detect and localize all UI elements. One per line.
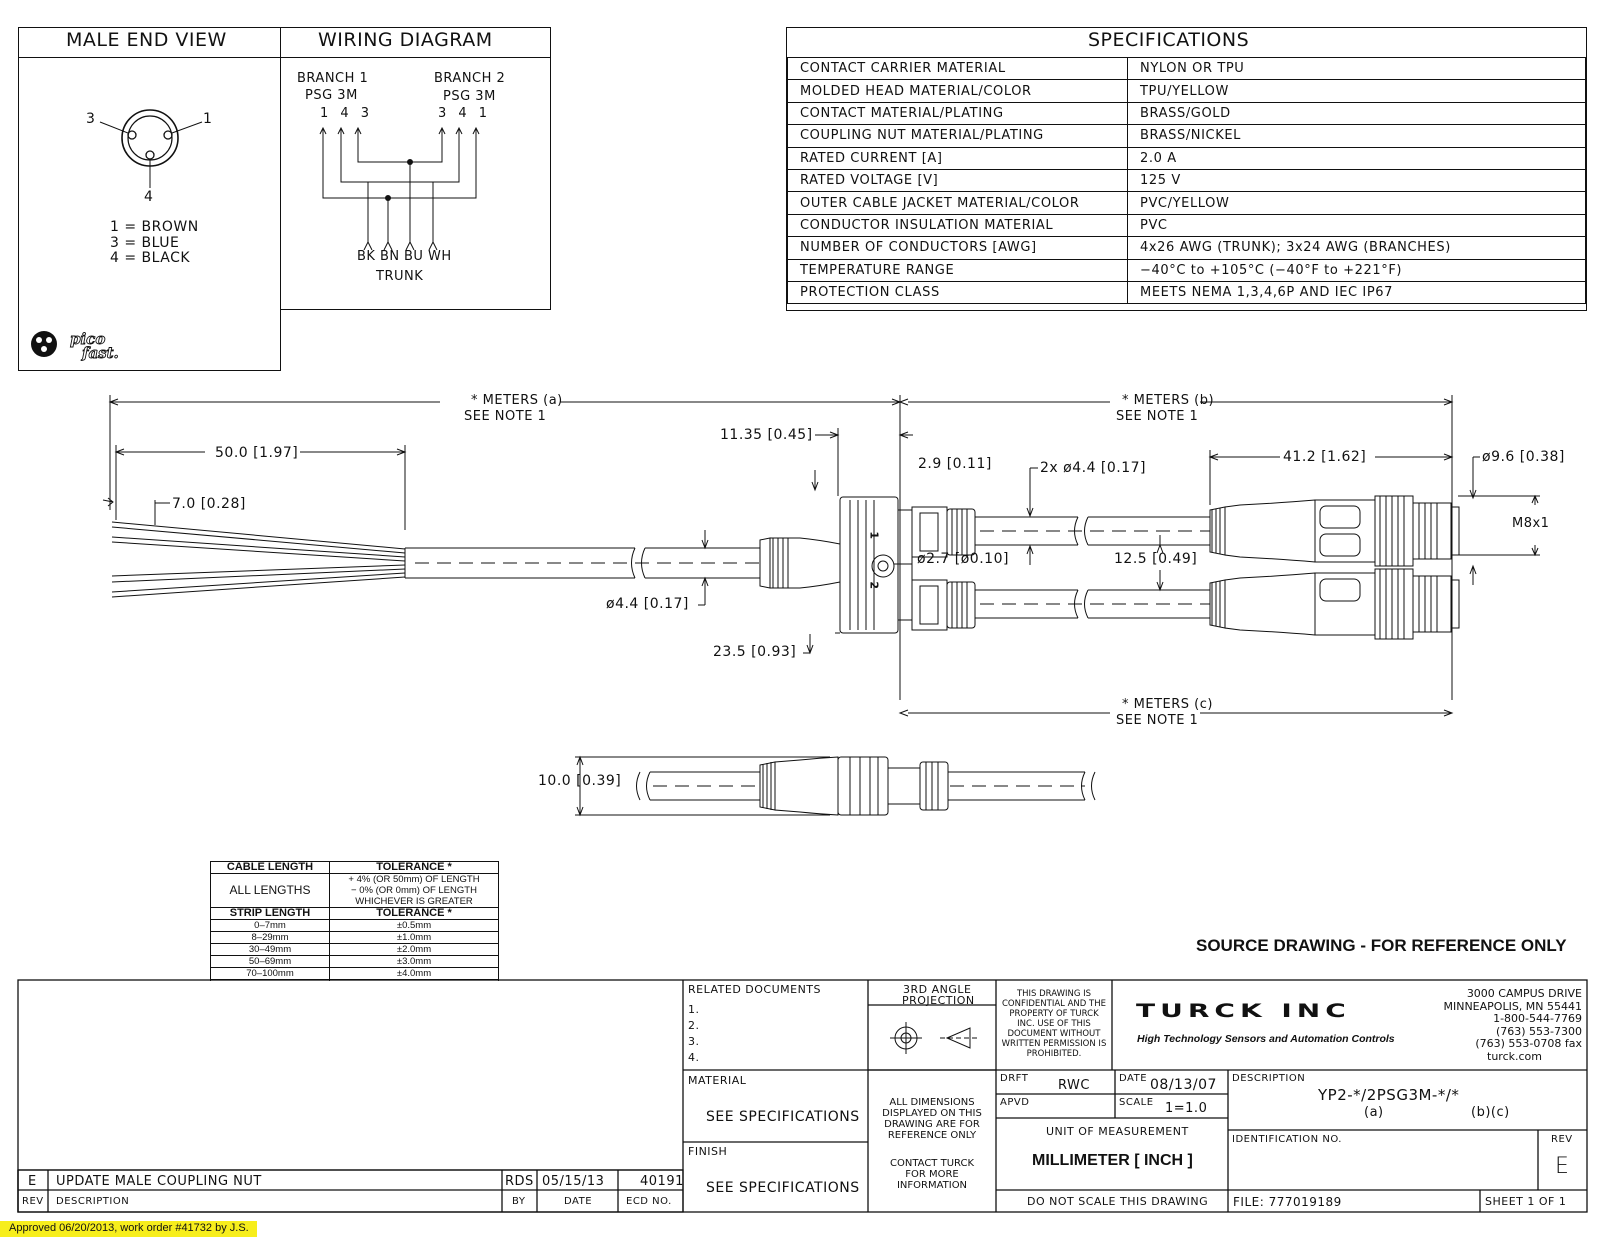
dim-see-note-a: SEE NOTE 1	[464, 409, 547, 424]
strip-length: 30–49mm	[211, 944, 330, 956]
related-doc-3: 3.	[688, 1035, 700, 1048]
tol-all-lengths: ALL LENGTHS	[211, 874, 330, 908]
legend-blue: 3 = BLUE	[110, 235, 180, 251]
id-label: IDENTIFICATION NO.	[1232, 1134, 1342, 1145]
spec-value: −40°C to +105°C (−40°F to +221°F)	[1128, 259, 1586, 281]
spec-label: PROTECTION CLASS	[788, 281, 1128, 303]
conf-line-2: CONFIDENTIAL AND THE	[1002, 999, 1106, 1009]
dim-41-2: 41.2 [1.62]	[1283, 449, 1367, 465]
conf-line-3: PROPERTY OF TURCK	[1009, 1009, 1099, 1019]
description-a: (a)	[1364, 1105, 1384, 1120]
revision-date: 05/15/13	[542, 1174, 605, 1189]
conf-line-6: WRITTEN PERMISSION IS	[1001, 1039, 1107, 1049]
strip-length: 50–69mm	[211, 956, 330, 968]
dim-m8: M8x1	[1512, 516, 1550, 531]
spec-label: COUPLING NUT MATERIAL/PLATING	[788, 125, 1128, 147]
scale-value: 1=1.0	[1165, 1101, 1208, 1116]
source-drawing-banner: SOURCE DRAWING - FOR REFERENCE ONLY	[1196, 936, 1567, 955]
pin1-label: 1	[203, 111, 213, 127]
turck-logo: TURCK INC	[1136, 1000, 1351, 1022]
turck-address	[1400, 988, 1582, 1064]
spec-label: MOLDED HEAD MATERIAL/COLOR	[788, 80, 1128, 102]
strip-tolerance: ±4.0mm	[330, 968, 499, 980]
trunk-wire-bn: BN	[380, 249, 400, 264]
description-bc: (b)(c)	[1471, 1105, 1510, 1120]
rev-value: E	[1555, 1154, 1570, 1179]
tol-all-l3: WHICHEVER IS GREATER	[355, 896, 473, 907]
dim-see-note-b: SEE NOTE 1	[1116, 409, 1199, 424]
spec-value: 125 V	[1128, 169, 1586, 191]
spec-label: RATED VOLTAGE [V]	[788, 169, 1128, 191]
all-dims-2: DISPLAYED ON THIS	[882, 1108, 982, 1119]
port-2-label: 2	[867, 581, 881, 590]
spec-value: 4x26 AWG (TRUNK); 3x24 AWG (BRANCHES)	[1128, 237, 1586, 259]
spec-value: BRASS/GOLD	[1128, 102, 1586, 124]
wiring-diagram-title: WIRING DIAGRAM	[318, 29, 493, 51]
dim-meters-b: * METERS (b)	[1122, 393, 1215, 408]
all-dims-4: REFERENCE ONLY	[887, 1130, 977, 1141]
sheet-label: SHEET 1 OF 1	[1485, 1195, 1567, 1208]
conf-line-4: INC. USE OF THIS	[1017, 1019, 1091, 1029]
svg-text:fast.: fast.	[82, 344, 119, 362]
male-end-view-title: MALE END VIEW	[66, 29, 227, 51]
contact-1: CONTACT TURCK	[889, 1158, 975, 1169]
addr-2: MINNEAPOLIS, MN 55441	[1443, 999, 1582, 1013]
branch1-sub: PSG 3M	[305, 88, 358, 103]
strip-tolerance: ±3.0mm	[330, 956, 499, 968]
confidential-note	[998, 989, 1110, 1059]
trunk-wire-wh: WH	[428, 249, 452, 264]
projection-label: PROJECTION	[902, 994, 975, 1007]
dim-meters-a: * METERS (a)	[471, 393, 563, 408]
spec-label: CONTACT MATERIAL/PLATING	[788, 102, 1128, 124]
specifications-title: SPECIFICATIONS	[1088, 29, 1250, 51]
tol-h-strip: STRIP LENGTH	[211, 908, 330, 920]
material-value: SEE SPECIFICATIONS	[706, 1109, 860, 1125]
spec-value: NYLON OR TPU	[1128, 58, 1586, 80]
revision-h-date: DATE	[564, 1196, 593, 1207]
dim-2-7: ø2.7 [ø0.10]	[917, 551, 1009, 567]
dim-2-9: 2.9 [0.11]	[918, 456, 992, 472]
spec-label: TEMPERATURE RANGE	[788, 259, 1128, 281]
revision-h-desc: DESCRIPTION	[56, 1196, 130, 1207]
branch1-pins: 1 4 3	[320, 106, 374, 121]
strip-tolerance: ±2.0mm	[330, 944, 499, 956]
dim-4-4-trunk: ø4.4 [0.17]	[606, 596, 689, 612]
third-angle-label: 3RD ANGLE	[903, 983, 972, 996]
addr-web: turck.com	[1487, 1049, 1542, 1063]
do-not-scale: DO NOT SCALE THIS DRAWING	[1027, 1195, 1209, 1208]
dim-11-35: 11.35 [0.45]	[720, 427, 813, 443]
dim-see-note-c: SEE NOTE 1	[1116, 713, 1199, 728]
file-label: FILE: 777019189	[1233, 1195, 1342, 1209]
spec-value: MEETS NEMA 1,3,4,6P AND IEC IP67	[1128, 281, 1586, 303]
finish-value: SEE SPECIFICATIONS	[706, 1180, 860, 1196]
dim-10: 10.0 [0.39]	[538, 773, 622, 789]
trunk-wire-bu: BU	[404, 249, 424, 264]
all-dimensions-note	[870, 1097, 994, 1141]
revision-rev: E	[28, 1174, 37, 1189]
description-value: YP2-*/2PSG3M-*/*	[1318, 1086, 1460, 1104]
uom-value: MILLIMETER [ INCH ]	[1032, 1152, 1193, 1169]
scale-label: SCALE	[1119, 1097, 1154, 1108]
turck-tagline: High Technology Sensors and Automation Controls	[1137, 1033, 1395, 1045]
approval-stamp: Approved 06/20/2013, work order #41732 by J.S.	[0, 1221, 257, 1237]
tol-all-l1: + 4% (OR 50mm) OF LENGTH	[348, 874, 480, 885]
dim-meters-c: * METERS (c)	[1122, 697, 1213, 712]
all-dims-3: DRAWING ARE FOR	[884, 1119, 980, 1130]
drft-label: DRFT	[1000, 1073, 1029, 1084]
revision-h-ecd: ECD NO.	[626, 1196, 672, 1207]
contact-3: INFORMATION	[896, 1180, 968, 1191]
branch2-pins: 3 4 1	[438, 106, 492, 121]
dim-9-6: ø9.6 [0.38]	[1482, 449, 1565, 465]
conf-line-5: DOCUMENT WITHOUT	[1007, 1029, 1101, 1039]
spec-value: BRASS/NICKEL	[1128, 125, 1586, 147]
spec-label: RATED CURRENT [A]	[788, 147, 1128, 169]
date-value: 08/13/07	[1150, 1077, 1217, 1093]
dim-23-5: 23.5 [0.93]	[713, 644, 797, 660]
description-label: DESCRIPTION	[1232, 1073, 1306, 1084]
finish-label: FINISH	[688, 1145, 728, 1158]
pin3-label: 3	[86, 111, 96, 127]
spec-label: CONTACT CARRIER MATERIAL	[788, 58, 1128, 80]
branch2-label: BRANCH 2	[434, 71, 506, 86]
spec-label: CONDUCTOR INSULATION MATERIAL	[788, 214, 1128, 236]
addr-fax: (763) 553-0708 fax	[1475, 1037, 1582, 1051]
drft-value: RWC	[1058, 1078, 1090, 1093]
strip-length: 0–7mm	[211, 920, 330, 932]
related-doc-2: 2.	[688, 1019, 700, 1032]
strip-tolerance: ±0.5mm	[330, 920, 499, 932]
revision-h-rev: REV	[22, 1196, 44, 1207]
tol-h-tol: TOLERANCE *	[330, 862, 499, 874]
conf-line-1: THIS DRAWING IS	[1016, 989, 1092, 999]
addr-1: 3000 CAMPUS DRIVE	[1466, 987, 1582, 1000]
dim-7: 7.0 [0.28]	[172, 496, 246, 512]
spec-value: PVC	[1128, 214, 1586, 236]
spec-label: NUMBER OF CONDUCTORS [AWG]	[788, 237, 1128, 259]
all-dims-1: ALL DIMENSIONS	[889, 1097, 975, 1108]
rev-label: REV	[1551, 1134, 1573, 1145]
strip-length: 8–29mm	[211, 932, 330, 944]
svg-text:pico: pico	[70, 330, 106, 348]
revision-desc: UPDATE MALE COUPLING NUT	[56, 1174, 262, 1189]
revision-ecd: 40191	[640, 1174, 684, 1189]
addr-phone-2: (763) 553-7300	[1495, 1024, 1582, 1038]
branch2-sub: PSG 3M	[443, 89, 496, 104]
contact-2: FOR MORE	[905, 1169, 959, 1180]
tol-all-l2: − 0% (OR 0mm) OF LENGTH	[351, 885, 477, 896]
trunk-wire-bk: BK	[357, 249, 376, 264]
tol-h-tol2: TOLERANCE *	[330, 908, 499, 920]
tol-h-cable: CABLE LENGTH	[211, 862, 330, 874]
legend-brown: 1 = BROWN	[110, 219, 199, 235]
spec-label: OUTER CABLE JACKET MATERIAL/COLOR	[788, 192, 1128, 214]
related-doc-4: 4.	[688, 1051, 700, 1064]
spec-value: TPU/YELLOW	[1128, 80, 1586, 102]
branch1-label: BRANCH 1	[297, 71, 369, 86]
revision-by: RDS	[505, 1174, 534, 1189]
strip-tolerance: ±1.0mm	[330, 932, 499, 944]
dim-50: 50.0 [1.97]	[215, 445, 299, 461]
related-doc-1: 1.	[688, 1003, 700, 1016]
revision-h-by: BY	[512, 1196, 526, 1207]
spec-value: PVC/YELLOW	[1128, 192, 1586, 214]
apvd-label: APVD	[1000, 1097, 1030, 1108]
related-docs-label: RELATED DOCUMENTS	[688, 983, 822, 996]
spec-value: 2.0 A	[1128, 147, 1586, 169]
dim-2x-4-4: 2x ø4.4 [0.17]	[1040, 460, 1147, 476]
conf-line-7: PROHIBITED.	[1026, 1049, 1082, 1059]
pin4-label: 4	[144, 189, 154, 205]
uom-label: UNIT OF MEASUREMENT	[1046, 1125, 1189, 1138]
legend-black: 4 = BLACK	[110, 250, 191, 266]
port-1-label: 1	[867, 531, 881, 540]
date-label: DATE	[1119, 1073, 1148, 1084]
contact-note	[870, 1158, 994, 1191]
addr-phone-1: 1-800-544-7769	[1493, 1012, 1582, 1026]
strip-length: 70–100mm	[211, 968, 330, 980]
trunk-label: TRUNK	[376, 269, 424, 284]
dim-12-5: 12.5 [0.49]	[1114, 551, 1198, 567]
material-label: MATERIAL	[688, 1074, 747, 1087]
